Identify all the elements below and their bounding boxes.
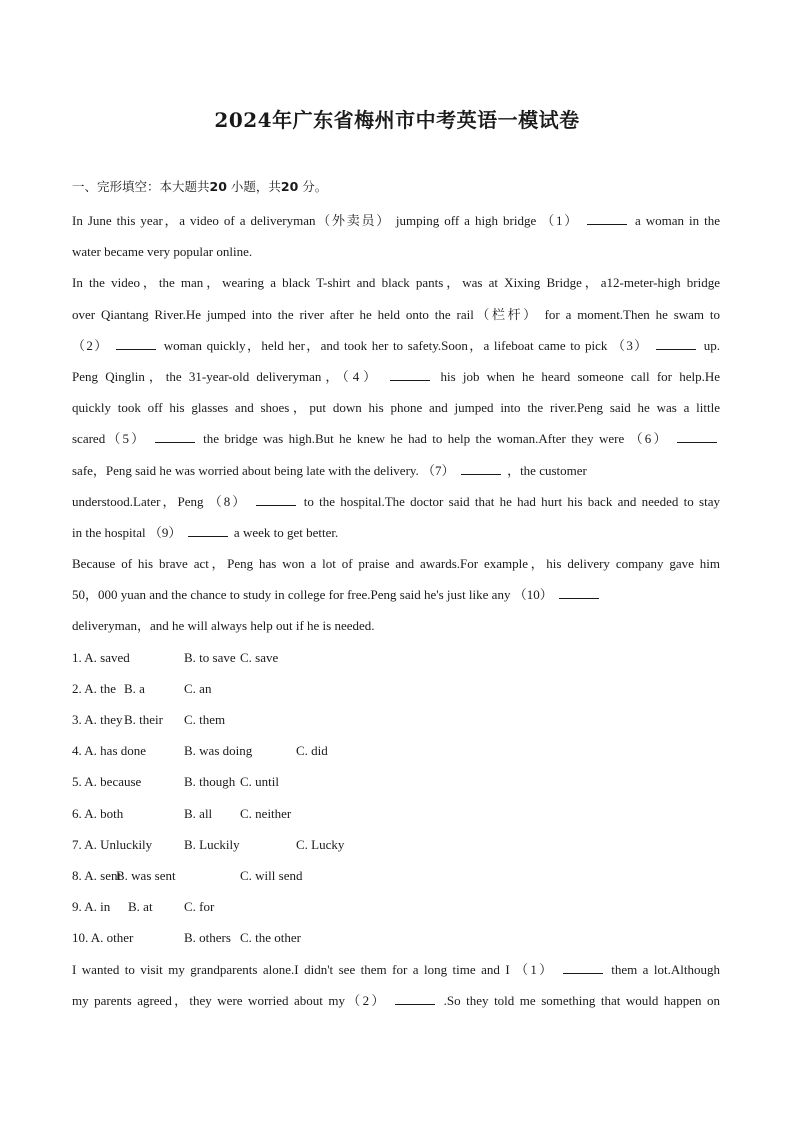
option-b: B. was sent [116, 867, 176, 883]
answer-blank [677, 432, 717, 443]
option-row [72, 891, 720, 922]
option-a: 10. A. other [72, 930, 134, 946]
option-c: C. for [184, 899, 215, 915]
option-c: C. an [184, 680, 212, 696]
option-c: C. Lucky [296, 836, 345, 852]
option-row [72, 829, 720, 860]
passage-two-text: them a lot.Although [605, 961, 720, 977]
option-a: 7. A. Unluckily [72, 836, 153, 852]
passage-one-line [72, 455, 720, 486]
passage-two-text: I wanted to visit my grandparents alone.I didn't see them for a long time and I （1） [72, 961, 560, 977]
option-a: 2. A. the [72, 680, 117, 696]
answer-blank [587, 214, 627, 225]
answer-blank [155, 432, 195, 443]
answer-blank [188, 526, 228, 537]
passage-one-text: water became very popular online. [72, 244, 253, 260]
answer-blank [656, 339, 696, 350]
passage-one-line [72, 299, 720, 330]
passage-two-text: .So they told me something that would happen on [438, 992, 720, 1008]
section-mid: 小题，共 [226, 179, 281, 194]
passage-one-text: in the hospital （9） [72, 524, 185, 540]
section-end: 分。 [298, 179, 328, 194]
option-b: B. others [184, 930, 231, 946]
answer-blank [563, 963, 603, 974]
section-point-count: 20 [280, 179, 299, 194]
answer-blank [116, 339, 156, 350]
passage-one-text: understood.Later，Peng （8） [72, 493, 253, 509]
option-row [72, 922, 720, 953]
option-a: 6. A. both [72, 805, 124, 821]
option-c: C. them [184, 712, 226, 727]
option-b: B. though [184, 774, 236, 790]
passage-one-line [72, 205, 720, 236]
passage-one-line [72, 517, 720, 548]
option-c: C. did [296, 743, 328, 759]
option-b: B. their [124, 712, 163, 727]
passage-one-text: deliveryman，and he will always help out if he is needed. [72, 618, 375, 634]
options-list [72, 642, 720, 954]
exam-body [72, 205, 720, 1016]
passage-one-text: woman quickly，held her，and took her to safety.Soon，a lifeboat came to pick （3） [159, 337, 654, 353]
passage-one-text: Peng Qinglin，the 31-year-old deliveryman，（4） [72, 368, 388, 384]
passage-one-text: ，the customer [503, 462, 587, 478]
passage-one-line [72, 423, 720, 454]
option-b: B. was doing [184, 743, 253, 759]
option-b: B. Luckily [184, 836, 240, 852]
option-c: C. the other [240, 930, 302, 946]
passage-one-text: up. [699, 337, 720, 353]
passage-one-text: over Qiantang River.He jumped into the river after he held onto the rail（栏杆） for a moment.Then he swam to [72, 306, 720, 322]
option-row [72, 673, 720, 704]
answer-blank [395, 994, 435, 1005]
section-label: 一、完形填空：本大题共 [72, 179, 210, 194]
option-row [72, 860, 720, 891]
passage-one-line [72, 267, 720, 298]
option-row [72, 642, 720, 673]
passage-two [72, 954, 720, 1016]
passage-one-text: （2） [72, 337, 114, 353]
option-c: C. save [240, 649, 279, 665]
passage-one [72, 205, 720, 642]
option-b: B. to save [184, 649, 236, 665]
option-b: B. all [184, 805, 213, 821]
passage-one-line [72, 330, 720, 361]
passage-one-line [72, 392, 720, 423]
option-row [72, 798, 720, 829]
option-a: 9. A. in [72, 899, 111, 915]
passage-one-text: his job when he heard someone call for help.He [433, 368, 720, 384]
option-a: 5. A. because [72, 774, 142, 790]
passage-one-text: a week to get better. [230, 524, 339, 540]
passage-one-text: scared（5） [72, 431, 152, 447]
passage-one-text: a woman in the [629, 213, 720, 228]
passage-one-text: to the hospital.The doctor said that he had hurt his back and needed to stay [298, 493, 720, 509]
option-row [72, 704, 720, 735]
option-a: 4. A. has done [72, 743, 147, 759]
passage-one-text: safe，Peng said he was worried about being late with the delivery. （7） [72, 462, 458, 478]
passage-one-text: In the video，the man，wearing a black T-shirt and black pants，was at Xixing Bridge，a12-meter-high bridge [72, 275, 720, 291]
section-question-count: 20 [209, 179, 227, 194]
answer-blank [461, 464, 501, 475]
answer-blank [559, 588, 599, 599]
option-b: B. at [128, 899, 153, 915]
option-row [72, 735, 720, 766]
page-title: 2024年广东省梅州市中考英语一模试卷 [214, 108, 580, 132]
option-a: 3. A. they [72, 712, 123, 727]
option-b: B. a [124, 680, 145, 696]
passage-one-text: Because of his brave act，Peng has won a lot of praise and awards.For example，his delivery company gave him [72, 556, 720, 572]
passage-two-line [72, 985, 720, 1016]
passage-one-line [72, 579, 720, 610]
passage-one-line [72, 610, 720, 641]
passage-two-text: my parents agreed，they were worried about my（2） [72, 992, 393, 1008]
answer-blank [256, 495, 296, 506]
passage-one-line [72, 361, 720, 392]
passage-one-text: In June this year，a video of a deliveryman（外卖员） jumping off a high bridge （1） [72, 213, 584, 228]
passage-one-text: the bridge was high.But he knew he had to help the woman.After they were （6） [197, 431, 674, 447]
passage-one-text: quickly took off his glasses and shoes，put down his phone and jumped into the river.Peng said he was a little [72, 400, 720, 416]
passage-one-line [72, 486, 720, 517]
option-row [72, 766, 720, 797]
passage-one-line [72, 548, 720, 579]
answer-blank [390, 370, 430, 381]
option-c: C. until [240, 774, 280, 790]
option-a: 1. A. saved [72, 649, 130, 665]
passage-two-line [72, 954, 720, 985]
option-a: 8. A. sent [72, 867, 122, 883]
option-c: C. will send [240, 867, 303, 883]
passage-one-line [72, 236, 720, 267]
section-heading [72, 177, 327, 195]
option-c: C. neither [240, 805, 292, 821]
passage-one-text: 50，000 yuan and the chance to study in college for free.Peng said he's just like any （10） [72, 587, 556, 603]
